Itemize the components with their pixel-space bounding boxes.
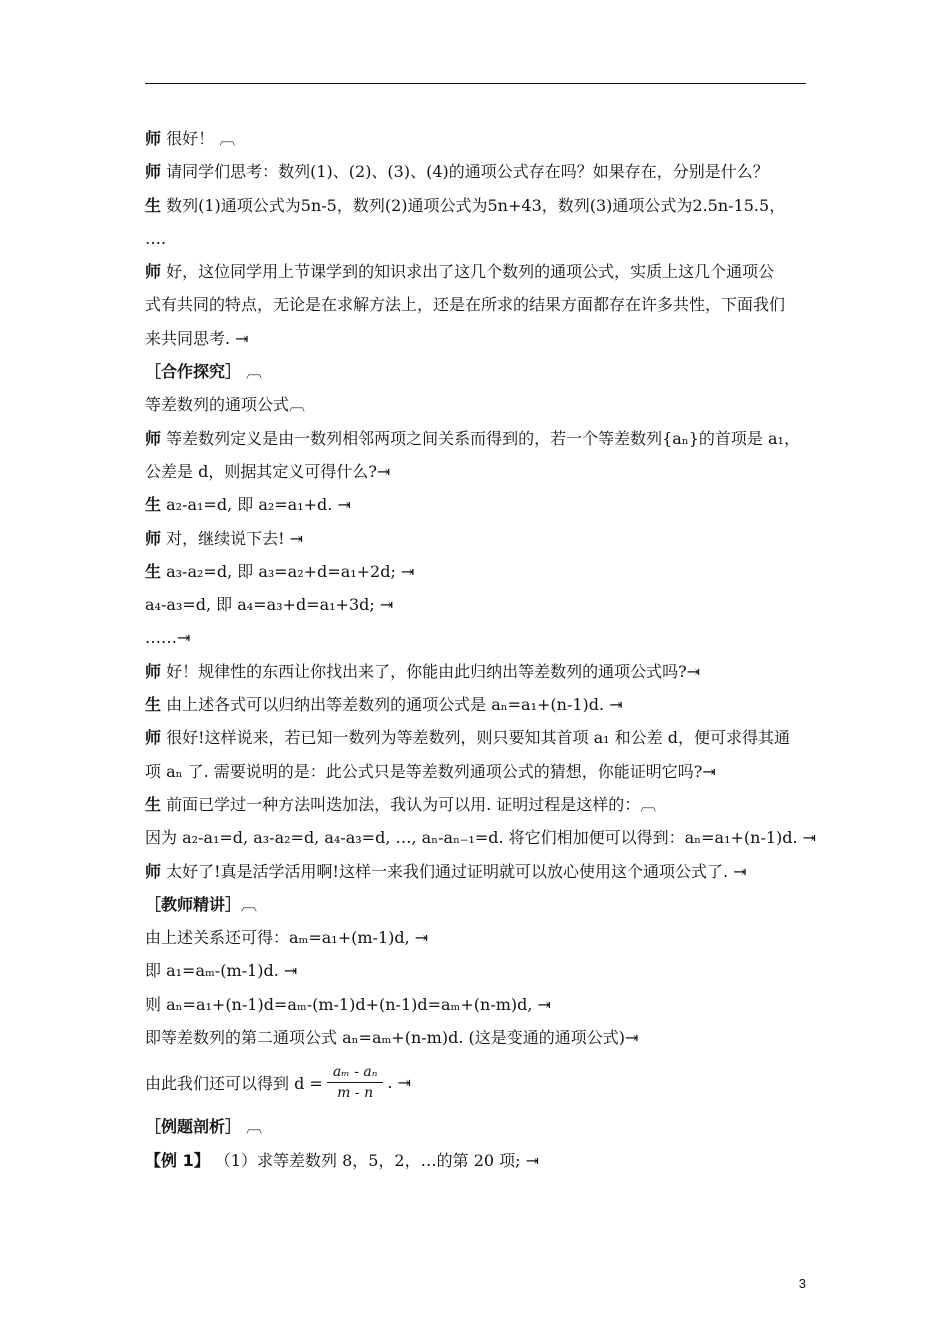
- line-text: 来共同思考. ⇥: [145, 328, 249, 348]
- line-text: ︹: [241, 1117, 263, 1137]
- text-line: [145, 189, 807, 222]
- line-text: 即 a₁=aₘ-(m-1)d. ⇥: [145, 961, 298, 981]
- header-rule: [145, 83, 806, 84]
- section-heading: ［合作探究］: [145, 362, 242, 382]
- text-line: [145, 122, 807, 155]
- page-number: 3: [798, 1276, 806, 1291]
- line-text: 太好了!真是活学活用啊!这样一来我们通过证明就可以放心使用这个通项公式了. ⇥: [161, 861, 747, 881]
- fraction-numerator: aₘ - aₙ: [327, 1064, 384, 1083]
- line-text: 请同学们思考：数列(1)、(2)、(3)、(4)的通项公式存在吗？如果存在，分别是什么？: [161, 162, 769, 182]
- text-line: [145, 322, 807, 355]
- fraction: [327, 1064, 384, 1101]
- fraction-denominator: m - n: [337, 1084, 374, 1101]
- line-text: 很好!这样说来，若已知一数列为等差数列，则只要知其首项 a₁ 和公差 d，便可求得其通: [161, 728, 790, 748]
- text-line: [145, 522, 807, 555]
- line-text: 数列(1)通项公式为5n-5，数列(2)通项公式为5n+43，数列(3)通项公式为2.5n-15.5，: [161, 195, 786, 215]
- speaker-label: 生: [145, 794, 162, 814]
- text-line: [145, 954, 807, 987]
- speaker-label: 师: [145, 262, 162, 282]
- fraction-formula-line: [145, 1054, 807, 1110]
- text-line: [145, 755, 807, 788]
- text-line: [145, 721, 807, 754]
- line-text: 公差是 d，则据其定义可得什么?⇥: [145, 461, 391, 481]
- line-text: 项 aₙ 了. 需要说明的是：此公式只是等差数列通项公式的猜想，你能证明它吗?⇥: [145, 761, 716, 781]
- line-text: 很好！ ︹: [161, 129, 236, 148]
- speaker-label: 师: [145, 428, 162, 448]
- text-line: [145, 355, 807, 388]
- speaker-label: 师: [145, 661, 162, 681]
- speaker-label: 师: [145, 528, 162, 548]
- text-line: [145, 655, 807, 688]
- text-line: [145, 588, 807, 621]
- text-line: [145, 988, 807, 1021]
- text-line: [145, 455, 807, 488]
- text-line: [145, 422, 807, 455]
- line-text: 由上述各式可以归纳出等差数列的通项公式是 aₙ=a₁+(n-1)d. ⇥: [161, 695, 623, 715]
- text-line: [145, 388, 807, 421]
- speaker-label: 师: [145, 861, 162, 881]
- section-heading: 【例 1】: [145, 1150, 210, 1170]
- example-section: [145, 1110, 807, 1177]
- fraction-prefix: 由此我们还可以得到 d =: [145, 1073, 323, 1093]
- speaker-label: 师: [145, 728, 162, 748]
- text-line: [145, 1144, 807, 1177]
- line-text: 等差数列的通项公式︹: [145, 395, 306, 415]
- text-line: [145, 888, 807, 921]
- text-line: [145, 1021, 807, 1054]
- text-line: [145, 788, 807, 821]
- text-line: [145, 855, 807, 888]
- speaker-label: 生: [145, 495, 162, 515]
- fraction-suffix: . ⇥: [387, 1072, 411, 1092]
- speaker-label: 生: [145, 195, 162, 215]
- text-line: [145, 688, 807, 721]
- section-heading: ［教师精讲］: [145, 894, 242, 914]
- text-line: [145, 921, 807, 954]
- line-text: 等差数列定义是由一数列相邻两项之间关系而得到的，若一个等差数列{aₙ}的首项是 a₁，: [161, 428, 800, 448]
- line-text: 即等差数列的第二通项公式 aₙ=aₘ+(n-m)d. (这是变通的通项公式)⇥: [145, 1028, 639, 1048]
- line-text: 前面已学过一种方法叫迭加法，我认为可以用. 证明过程是这样的：︹: [161, 794, 657, 814]
- line-text: a₂-a₁=d, 即 a₂=a₁+d. ⇥: [161, 495, 351, 515]
- line-text: ….: [145, 228, 167, 248]
- text-line: [145, 155, 807, 188]
- text-line: [145, 488, 807, 521]
- text-line: [145, 1110, 807, 1143]
- line-text: ︹: [241, 362, 263, 382]
- line-text: a₄-a₃=d, 即 a₄=a₃+d=a₁+3d; ⇥: [145, 595, 394, 615]
- line-text: （1）求等差数列 8，5，2，…的第 20 项; ⇥: [209, 1150, 540, 1170]
- line-text: ……⇥: [145, 628, 191, 648]
- line-text: 好，这位同学用上节课学到的知识求出了这几个数列的通项公式，实质上这几个通项公: [161, 262, 775, 282]
- line-text: 式有共同的特点，无论是在求解方法上，还是在所求的结果方面都存在许多共性，下面我们: [145, 295, 786, 315]
- line-text: 则 aₙ=a₁+(n-1)d=aₘ-(m-1)d+(n-1)d=aₘ+(n-m)d, ⇥: [145, 994, 551, 1014]
- line-text: ︹: [241, 894, 258, 914]
- text-line: [145, 555, 807, 588]
- text-line: [145, 621, 807, 654]
- section-heading: ［例题剖析］: [145, 1117, 242, 1137]
- text-line: [145, 222, 807, 255]
- line-text: 因为 a₂-a₁=d, a₃-a₂=d, a₄-a₃=d, …, aₙ-aₙ₋₁=d. 将它们相加便可以得到：aₙ=a₁+(n-1)d. ⇥: [145, 828, 817, 848]
- dialogue-lines: [145, 122, 817, 1054]
- speaker-label: 师: [145, 129, 162, 148]
- line-text: a₃-a₂=d, 即 a₃=a₂+d=a₁+2d; ⇥: [161, 561, 415, 581]
- line-text: 好！规律性的东西让你找出来了，你能由此归纳出等差数列的通项公式吗?⇥: [161, 661, 701, 681]
- text-line: [145, 255, 807, 288]
- page-content: [145, 122, 817, 1177]
- line-text: 对，继续说下去! ⇥: [161, 528, 304, 548]
- speaker-label: 师: [145, 162, 162, 182]
- text-line: [145, 821, 817, 854]
- speaker-label: 生: [145, 561, 162, 581]
- text-line: [145, 288, 807, 321]
- line-text: 由上述关系还可得：aₘ=a₁+(m-1)d, ⇥: [145, 928, 429, 948]
- speaker-label: 生: [145, 695, 162, 715]
